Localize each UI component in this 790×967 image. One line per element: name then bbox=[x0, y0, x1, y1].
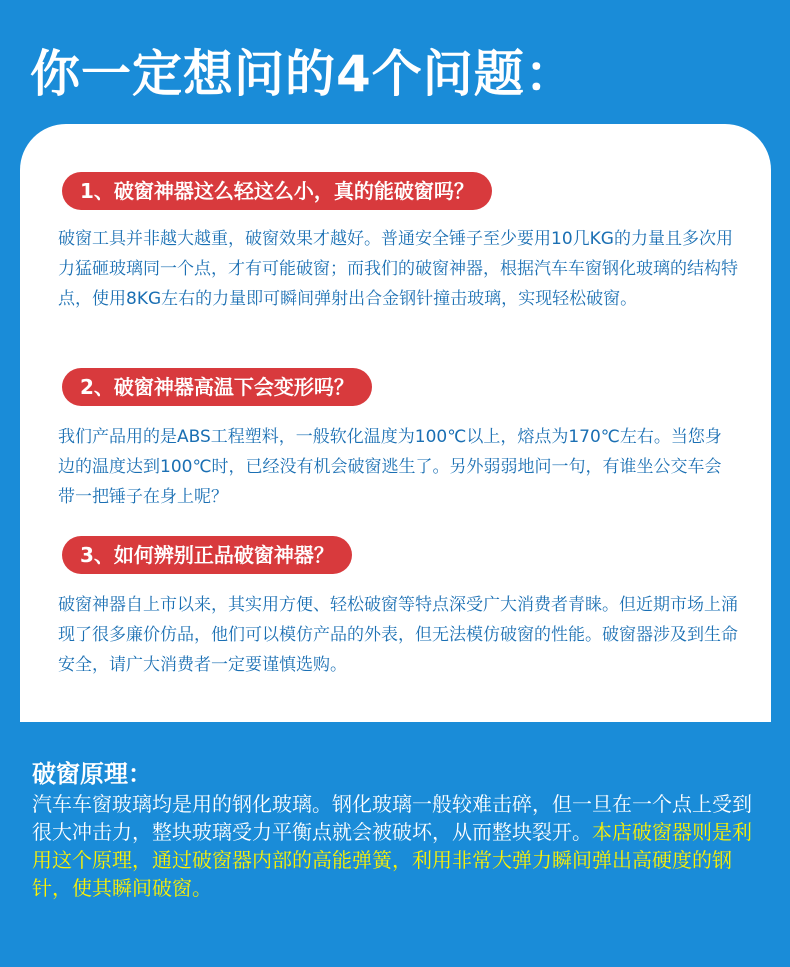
question-3-answer: 破窗神器自上市以来，其实用方便、轻松破窗等特点深受广大消费者青睐。但近期市场上涌现了很多廉价仿品，他们可以模仿产品的外表，但无法模仿破窗的性能。破窗器涉及到生命安全，请广大消费者一定要谨慎选购。 bbox=[58, 595, 738, 675]
principle-text-white: 汽车车窗玻璃均是用的钢化玻璃。钢化玻璃一般较难击碎，但一旦在一个点上受到很大冲击力，整块玻璃受力平衡点就会被破坏，从而整块裂开。 bbox=[32, 792, 752, 844]
principle-text bbox=[32, 790, 767, 902]
page-title: 你一定想问的4个问题： bbox=[30, 45, 576, 103]
principle-text-highlight: 本店破窗器则是利用这个原理，通过破窗器内部的高能弹簧，利用非常大弹力瞬间弹出高硬度的钢针，使其瞬间破窗。 bbox=[32, 820, 752, 900]
question-3-label: 3、如何辨别正品破窗神器？ bbox=[62, 536, 352, 574]
question-1-answer: 破窗工具并非越大越重，破窗效果才越好。普通安全锤子至少要用10几KG的力量且多次用力猛砸玻璃同一个点，才有可能破窗；而我们的破窗神器，根据汽车车窗钢化玻璃的结构特点，使用8KG左右的力量即可瞬间弹射出合金钢针撞击玻璃，实现轻松破窗。 bbox=[58, 229, 738, 309]
principle-title: 破窗原理： bbox=[32, 760, 152, 788]
question-2-label: 2、破窗神器高温下会变形吗？ bbox=[62, 368, 372, 406]
question-2-answer: 我们产品用的是ABS工程塑料，一般软化温度为100℃以上，熔点为170℃左右。当您身边的温度达到100℃时，已经没有机会破窗逃生了。另外弱弱地问一句，有谁坐公交车会带一把锤子在身上呢？ bbox=[58, 427, 722, 507]
question-1-label: 1、破窗神器这么轻这么小，真的能破窗吗？ bbox=[62, 172, 492, 210]
